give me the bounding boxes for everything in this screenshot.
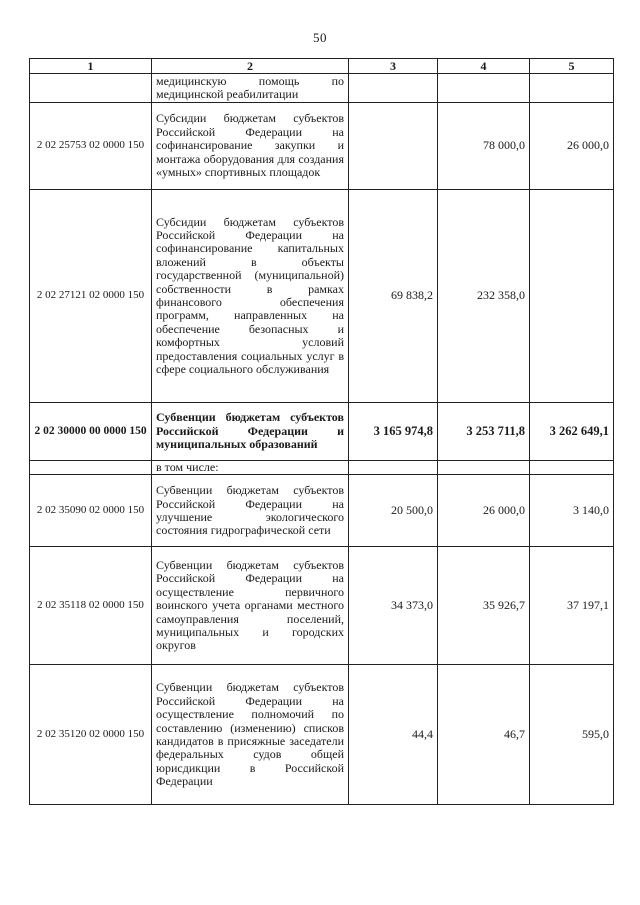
row-col5 [530,74,614,103]
row-col4: 3 253 711,8 [438,403,530,461]
table-row [30,461,614,475]
row-description: Субвенции бюджетам субъектов Российской Федерации на улучшение экологического состояния гидрографической сети [152,475,349,547]
table-row [30,103,614,190]
row-col5: 37 197,1 [530,547,614,665]
row-description: Субвенции бюджетам субъектов Российской Федерации и муниципальных образований [152,403,349,461]
row-col4: 46,7 [438,665,530,805]
row-description: Субвенции бюджетам субъектов Российской Федерации на осуществление первичного воинского учета органами местного самоуправления поселений, муниципальных и городских округов [152,547,349,665]
row-description: медицинскую помощь по медицинской реабилитации [152,74,349,103]
table-row [30,475,614,547]
row-code: 2 02 35090 02 0000 150 [30,475,152,547]
row-col4: 26 000,0 [438,475,530,547]
row-code [30,461,152,475]
row-col4: 35 926,7 [438,547,530,665]
row-col3: 34 373,0 [349,547,438,665]
row-col3 [349,103,438,190]
page-number: 50 [313,30,327,45]
header-col-2: 2 [152,59,349,74]
header-col-5: 5 [530,59,614,74]
row-description: Субсидии бюджетам субъектов Российской Федерации на софинансирование закупки и монтажа оборудования для создания «умных» спортивных площадок [152,103,349,190]
row-col4 [438,461,530,475]
header-col-1: 1 [30,59,152,74]
row-col3: 3 165 974,8 [349,403,438,461]
row-col3: 44,4 [349,665,438,805]
row-col5: 26 000,0 [530,103,614,190]
row-code [30,74,152,103]
row-description: Субсидии бюджетам субъектов Российской Федерации на софинансирование капитальных вложений в объекты государственной (муниципальной) собственности в рамках финансового обеспечения программ, направленных на обеспечение безопасных и комфортных условий предоставления социальных услуг в сфере социального обслуживания [152,190,349,403]
header-col-3: 3 [349,59,438,74]
table-row [30,547,614,665]
row-code: 2 02 27121 02 0000 150 [30,190,152,403]
table-row-total [30,403,614,461]
row-col5 [530,461,614,475]
row-col5 [530,190,614,403]
row-code: 2 02 30000 00 0000 150 [30,403,152,461]
row-col5: 595,0 [530,665,614,805]
row-col3 [349,461,438,475]
row-col3: 69 838,2 [349,190,438,403]
row-col4 [438,74,530,103]
row-col5: 3 140,0 [530,475,614,547]
row-code: 2 02 25753 02 0000 150 [30,103,152,190]
table-header-row [30,59,614,74]
row-description: в том числе: [152,461,349,475]
header-col-4: 4 [438,59,530,74]
table-row [30,665,614,805]
table-row [30,190,614,403]
table-row [30,74,614,103]
row-col3 [349,74,438,103]
budget-table [29,58,614,805]
row-code: 2 02 35118 02 0000 150 [30,547,152,665]
row-col5: 3 262 649,1 [530,403,614,461]
row-col3: 20 500,0 [349,475,438,547]
row-code: 2 02 35120 02 0000 150 [30,665,152,805]
row-description: Субвенции бюджетам субъектов Российской Федерации на осуществление полномочий по составлению (изменению) списков кандидатов в присяжные заседатели федеральных судов общей юрисдикции в Российской Федерации [152,665,349,805]
row-col4: 232 358,0 [438,190,530,403]
row-col4: 78 000,0 [438,103,530,190]
